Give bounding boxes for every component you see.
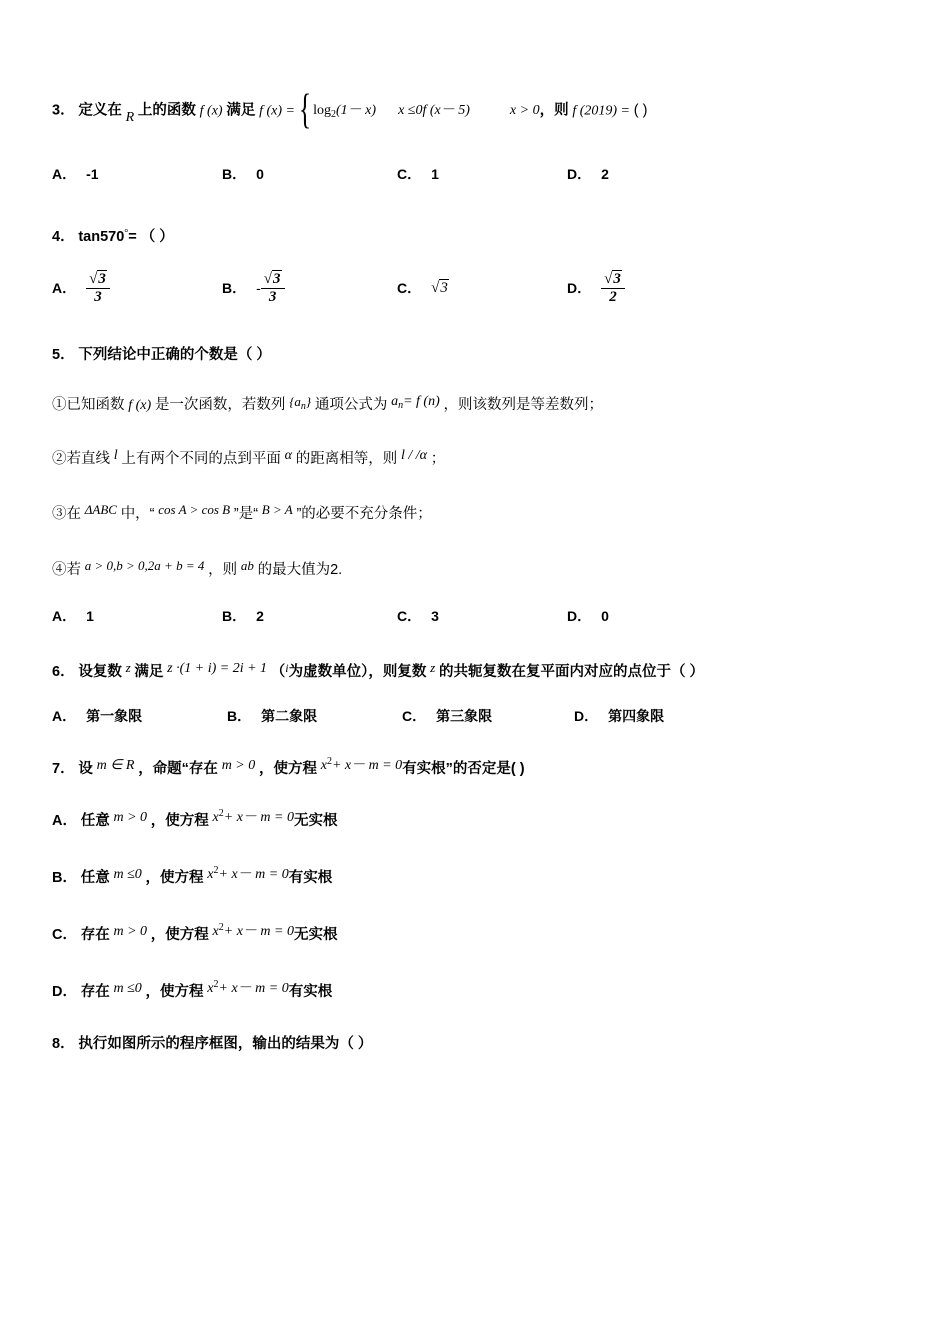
q4-option-b-value: $\frac{√3}{3}$ <box>261 271 285 307</box>
q5-item-1-t1: 已知函数 <box>66 396 125 413</box>
q7-choice-c-quant: 存在 <box>80 926 110 943</box>
q5-item-2-mark: ② <box>52 450 67 467</box>
q5-option-d[interactable] <box>567 606 609 626</box>
q5-option-d-text: 0 <box>601 607 609 624</box>
q7-choice-b-cond: m ≤0 <box>113 867 142 883</box>
q7-choice-d-tail: 有实根 <box>288 983 333 1000</box>
q3-option-a-text: -1 <box>86 165 99 182</box>
question-3-stem <box>52 87 898 133</box>
question-4 <box>52 226 898 306</box>
q6-t3: （ <box>270 663 286 680</box>
q3-recur: f (x－ 5) <box>422 102 470 118</box>
question-5-stem <box>52 344 898 367</box>
q4-option-c-value: √3 <box>431 279 448 296</box>
q3-eq-lhs: f (x) = <box>259 103 295 119</box>
q3-log: log <box>313 102 332 118</box>
question-6 <box>52 658 898 726</box>
q3-func-f: f (x) <box>199 103 223 119</box>
q5-item-3-t4: ”的必要不充分条件； <box>296 506 432 523</box>
q5-item-4 <box>52 556 898 582</box>
q3-text-3: 满足 <box>226 102 256 119</box>
q6-option-b-text: 第二象限 <box>261 707 318 724</box>
question-5-options <box>52 606 898 626</box>
q3-piece-row-1 <box>313 103 422 118</box>
q3-option-b-text: 0 <box>256 165 264 182</box>
q5-item-4-t3: 的最大值为2. <box>257 562 343 579</box>
q7-choice-a-label: A． <box>52 813 77 830</box>
q5-item-3-m3: B > A <box>261 502 293 518</box>
brace-icon: { <box>298 87 312 133</box>
q4-option-d-value: $\frac{√3}{2}$ <box>601 271 625 307</box>
q3-option-d-label: D． <box>567 165 592 182</box>
q7-t4: 有实根”的否定是( ) <box>402 760 525 777</box>
q5-item-4-t1: 若 <box>66 562 81 579</box>
q3-option-c[interactable] <box>397 164 567 184</box>
q5-item-4-t2: ，则 <box>208 562 238 579</box>
q3-cond-2: x > 0 <box>509 102 540 118</box>
q7-choice-c-eq: $x^2+ x- m = 0$ <box>212 921 294 939</box>
q3-text-1: 定义在 <box>78 102 122 119</box>
q4-option-d-label: D． <box>567 280 592 297</box>
q5-item-1-m1: f (x) <box>128 397 152 413</box>
q5-item-2-m1: l <box>113 447 118 463</box>
q6-m3: i <box>285 660 289 675</box>
q7-choice-d-mid: ，使方程 <box>145 983 204 1000</box>
q7-t1: 设 <box>78 760 93 777</box>
q5-item-3-mark: ③ <box>52 506 67 523</box>
q5-item-3 <box>52 500 898 526</box>
q3-piecewise <box>295 87 540 133</box>
q7-choice-c-tail: 无实根 <box>293 926 338 943</box>
question-8 <box>52 1033 898 1056</box>
q5-option-b[interactable] <box>222 606 397 626</box>
page-content <box>52 87 898 1056</box>
q5-item-1-m2: $\{a_n\}$ <box>289 393 312 412</box>
q5-item-3-m2: cos A > cos B <box>158 502 231 518</box>
q5-item-2-m3: l / /α <box>401 447 428 463</box>
question-7-stem <box>52 754 898 781</box>
q6-t1: 设复数 <box>78 663 122 680</box>
q4-option-a[interactable] <box>52 271 222 307</box>
q4-option-c[interactable] <box>397 278 567 298</box>
q7-choice-d[interactable] <box>52 977 898 1004</box>
q5-item-2-t2: 上有两个不同的点到平面 <box>121 450 281 467</box>
q5-item-2-m2: α <box>284 447 292 463</box>
q7-choice-d-eq: $x^2+ x- m = 0$ <box>207 978 289 996</box>
q5-item-1-m3: $a_n= f$ (n) <box>391 393 440 411</box>
q5-option-a-text: 1 <box>86 607 94 624</box>
question-6-number: 6． <box>52 663 75 680</box>
question-6-stem <box>52 658 898 684</box>
q3-text-4: ，则 <box>539 102 569 119</box>
q7-choice-b-tail: 有实根 <box>288 870 333 887</box>
q7-choice-d-quant: 存在 <box>80 983 110 1000</box>
q5-item-1-t4: ，则该数列是等差数列； <box>443 396 604 413</box>
q3-log-base: 2 <box>331 108 337 120</box>
q3-piece-row-2 <box>422 103 539 118</box>
q7-choice-c-mid: ，使方程 <box>150 926 209 943</box>
q5-item-2-t3: 的距离相等，则 <box>295 450 398 467</box>
q6-option-c[interactable] <box>402 706 574 726</box>
q3-log-arg: (1－ x) <box>336 102 377 118</box>
sqrt-icon: √3 <box>89 270 106 287</box>
q6-option-d[interactable] <box>574 706 664 726</box>
question-7 <box>52 754 898 1004</box>
question-7-number: 7． <box>52 760 75 777</box>
q8-stem-text: 执行如图所示的程序框图，输出的结果为（ ） <box>78 1036 373 1053</box>
q7-choice-c[interactable] <box>52 920 898 947</box>
q6-option-d-text: 第四象限 <box>608 707 665 724</box>
q7-m3: $x^2+ x- m = 0$ <box>320 755 403 773</box>
q5-item-4-m1: a > 0,b > 0,2a + b = 4 <box>84 558 205 574</box>
q5-option-b-text: 2 <box>256 607 264 624</box>
q6-t5: 的共轭复数在复平面内对应的点位于（ ） <box>438 663 704 680</box>
q6-option-b-label: B． <box>227 707 252 724</box>
question-8-stem <box>52 1033 898 1056</box>
q7-t3: ，使方程 <box>259 760 317 777</box>
q3-option-d[interactable] <box>567 164 609 184</box>
q6-m1: z <box>125 659 131 675</box>
q7-choice-c-label: C． <box>52 926 77 943</box>
q4-option-c-label: C． <box>397 280 422 297</box>
q4-option-b-label: B． <box>222 280 247 297</box>
q3-cond-1: x ≤0 <box>398 102 423 118</box>
q4-tan: tan570 <box>78 228 125 245</box>
q5-item-2-t1: 若直线 <box>66 450 110 467</box>
q6-m2: z ·(1 + i) = 2i + 1 <box>167 660 268 676</box>
q3-option-a-label: A． <box>52 165 77 182</box>
q3-var-R: R <box>125 110 135 126</box>
sqrt-icon: √3 <box>263 270 281 287</box>
q3-option-b-label: B． <box>222 165 247 182</box>
q5-item-4-mark: ④ <box>52 562 67 579</box>
q6-option-c-label: C． <box>402 707 427 724</box>
q5-option-c-label: C． <box>397 607 422 624</box>
q7-m1: m ∈ R <box>96 757 135 773</box>
q3-option-d-text: 2 <box>601 165 609 182</box>
q4-degree: ° <box>124 227 129 239</box>
q7-choice-b[interactable] <box>52 863 898 890</box>
q6-m4: z <box>430 659 436 675</box>
question-5 <box>52 344 898 626</box>
q3-option-b[interactable] <box>222 164 397 184</box>
sqrt-icon: √3 <box>604 270 621 287</box>
q3-option-c-text: 1 <box>431 165 439 182</box>
q7-choice-a-mid: ，使方程 <box>150 813 209 830</box>
q5-option-a[interactable] <box>52 606 222 626</box>
q5-item-3-m1: ΔABC <box>84 502 117 518</box>
question-6-options <box>52 706 898 726</box>
q5-item-1-t2: 是一次函数，若数列 <box>154 396 286 413</box>
q3-option-c-label: C． <box>397 165 422 182</box>
q5-option-c-text: 3 <box>431 607 439 624</box>
question-3-number: 3． <box>52 102 75 119</box>
q6-option-c-text: 第三象限 <box>436 707 493 724</box>
q7-choice-a[interactable] <box>52 806 898 833</box>
q3-paren: ( ) <box>633 102 648 119</box>
q7-choice-a-quant: 任意 <box>80 813 110 830</box>
q6-option-d-label: D． <box>574 707 599 724</box>
question-4-stem <box>52 226 898 249</box>
q7-choice-b-mid: ，使方程 <box>145 870 204 887</box>
question-4-number: 4． <box>52 228 75 245</box>
q7-choice-c-cond: m > 0 <box>113 923 148 939</box>
q7-choice-a-eq: $x^2+ x- m = 0$ <box>212 808 294 826</box>
q5-item-3-t1: 在 <box>66 506 81 523</box>
q5-item-3-t2: 中，“ <box>120 506 155 523</box>
q5-item-2 <box>52 445 898 471</box>
q7-choice-a-tail: 无实根 <box>293 813 338 830</box>
question-5-number: 5． <box>52 347 75 364</box>
q4-option-b-sign: - <box>256 280 261 297</box>
q7-choice-d-label: D． <box>52 983 77 1000</box>
q6-t2: 满足 <box>134 663 164 680</box>
question-3-options <box>52 164 898 184</box>
question-4-options <box>52 271 898 307</box>
q7-choice-b-quant: 任意 <box>80 870 110 887</box>
question-3 <box>52 87 898 184</box>
q5-item-2-t4: ； <box>430 450 446 467</box>
q6-option-a-label: A． <box>52 707 77 724</box>
q5-item-3-t3: ”是“ <box>233 506 259 523</box>
question-8-number: 8． <box>52 1036 75 1053</box>
q6-option-b[interactable] <box>227 706 402 726</box>
q5-option-c[interactable] <box>397 606 567 626</box>
q4-option-a-label: A． <box>52 280 77 297</box>
q7-t2: ，命题“存在 <box>138 760 218 777</box>
q5-option-d-label: D． <box>567 607 592 624</box>
q5-option-a-label: A． <box>52 607 77 624</box>
q4-option-d[interactable] <box>567 271 625 307</box>
q7-choice-b-eq: $x^2+ x- m = 0$ <box>207 865 289 883</box>
q6-option-a-text: 第一象限 <box>86 707 143 724</box>
q6-t4: 为虚数单位），则复数 <box>288 663 427 680</box>
q6-option-a[interactable] <box>52 706 227 726</box>
q7-choice-d-cond: m ≤0 <box>113 980 142 996</box>
q3-option-a[interactable] <box>52 164 222 184</box>
q5-stem-text: 下列结论中正确的个数是（ ） <box>78 347 271 364</box>
q5-option-b-label: B． <box>222 607 247 624</box>
q7-choice-b-label: B． <box>52 870 77 887</box>
q5-item-1 <box>52 391 898 417</box>
q7-m2: m > 0 <box>221 757 256 773</box>
q4-tail: = （ ） <box>128 228 174 245</box>
q3-text-2: 上的函数 <box>137 102 196 119</box>
q4-option-a-value: $\frac{√3}{3}$ <box>86 271 110 307</box>
q3-eval: f (2019) = <box>572 103 630 119</box>
q7-choice-a-cond: m > 0 <box>113 810 148 826</box>
q5-item-1-mark: ① <box>52 396 67 413</box>
q5-item-1-t3: 通项公式为 <box>314 396 388 413</box>
q4-option-b[interactable] <box>222 271 397 307</box>
q5-item-4-m2: ab <box>240 558 254 574</box>
